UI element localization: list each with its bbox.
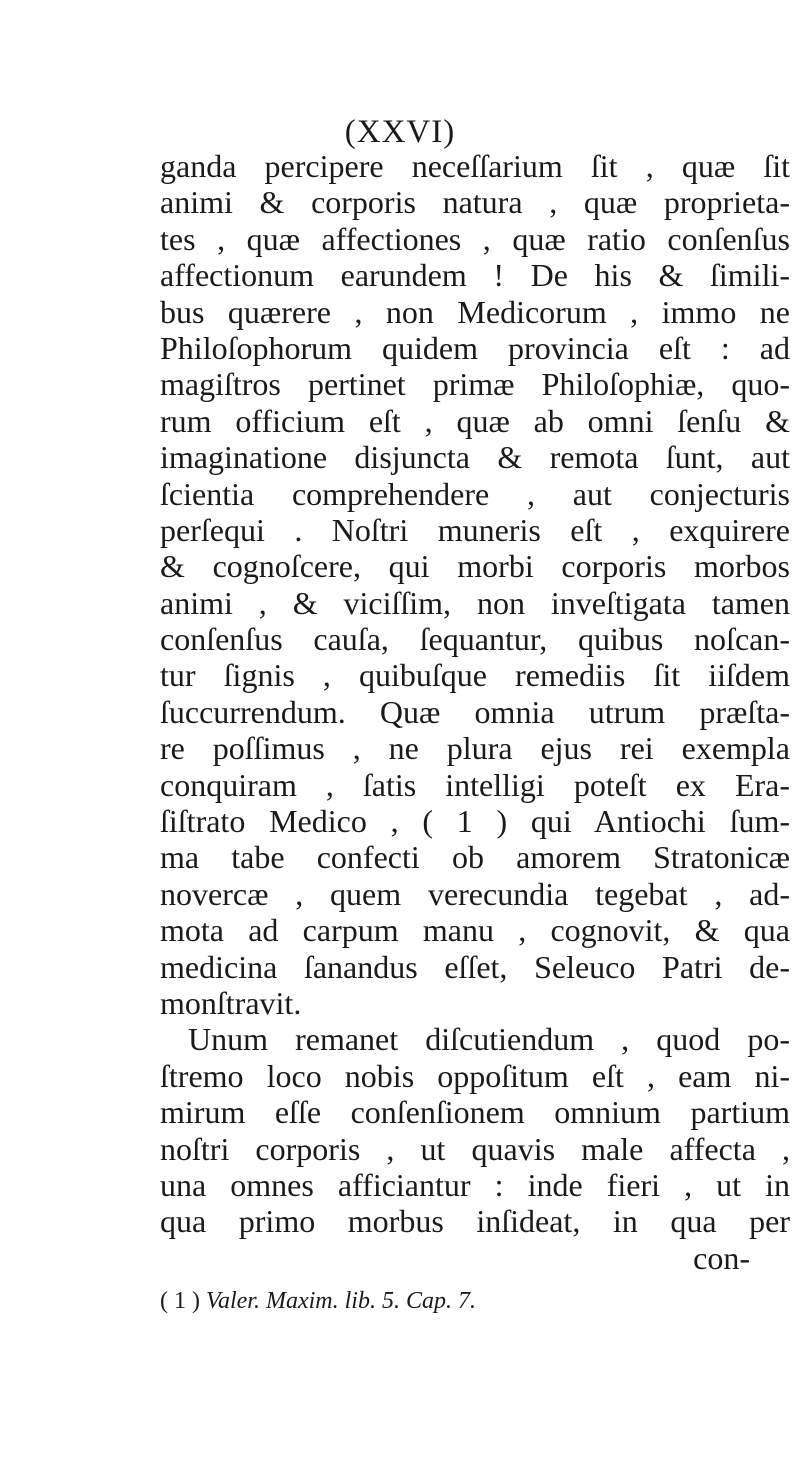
text-line: medicina ſanandus eſſet, Seleuco Patri de-: [160, 948, 790, 985]
footnote: [160, 1286, 780, 1316]
text-line: noſtri corporis , ut quavis male affecta ,: [160, 1130, 790, 1167]
footnote-source: Valer. Maxim. lib. 5. Cap. 7.: [205, 1288, 476, 1314]
text-line: conſenſus cauſa, ſequantur, quibus noſcan-: [160, 621, 790, 658]
text-line: re poſſimus , ne plura ejus rei exempla: [160, 730, 790, 767]
text-line: monſtravit.: [160, 984, 302, 1021]
text-line: Philoſophorum quidem provincia eſt : ad: [160, 329, 790, 366]
text-line: imaginatione disjuncta & remota ſunt, aut: [160, 439, 790, 476]
text-line: ſtremo loco nobis oppoſitum eſt , eam ni-: [160, 1057, 790, 1094]
text-line: ma tabe confecti ob amorem Stratonicæ: [160, 839, 790, 876]
text-line: mirum eſſe conſenſionem omnium partium: [160, 1094, 790, 1131]
text-line: mota ad carpum manu , cognovit, & qua: [160, 912, 790, 949]
text-line: bus quærere , non Medicorum , immo ne: [160, 293, 790, 330]
text-line: ſcientia comprehendere , aut conjecturis: [160, 475, 790, 512]
body-text: [160, 148, 790, 1276]
footnote-marker: ( 1 ): [160, 1288, 200, 1314]
text-line: perſequi . Noſtri muneris eſt , exquirere: [160, 511, 790, 548]
text-line: novercæ , quem verecundia tegebat , ad-: [160, 875, 790, 912]
paragraph-start-line: Unum remanet diſcutiendum , quod po-: [188, 1021, 790, 1058]
text-line: una omnes afficiantur : inde fieri , ut in: [160, 1166, 790, 1203]
text-line: affectionum earundem ! De his & ſimili-: [160, 257, 790, 294]
text-line: ſuccurrendum. Quæ omnia utrum præſta-: [160, 693, 790, 730]
text-line: tur ſignis , quibuſque remediis ſit iiſdem: [160, 657, 790, 694]
text-line: animi , & viciſſim, non inveſtigata tamen: [160, 584, 790, 621]
text-line: ganda percipere neceſſarium ſit , quæ ſit: [160, 148, 790, 184]
page-number: (XXVI): [344, 114, 456, 150]
text-line: conquiram , ſatis intelligi poteſt ex Era-: [160, 766, 790, 803]
text-line: rum officium eſt , quæ ab omni ſenſu &: [160, 402, 790, 439]
text-line: tes , quæ affectiones , quæ ratio conſenſus: [160, 220, 790, 257]
text-line: & cognoſcere, qui morbi corporis morbos: [160, 548, 790, 585]
text-line: qua primo morbus inſideat, in qua per: [160, 1203, 790, 1240]
text-line: magiſtros pertinet primæ Philoſophiæ, quo-: [160, 366, 790, 403]
catchword: con-: [693, 1239, 750, 1276]
text-line: animi & corporis natura , quæ proprieta-: [160, 184, 790, 221]
text-line: ſiſtrato Medico , ( 1 ) qui Antiochi ſum-: [160, 803, 790, 840]
